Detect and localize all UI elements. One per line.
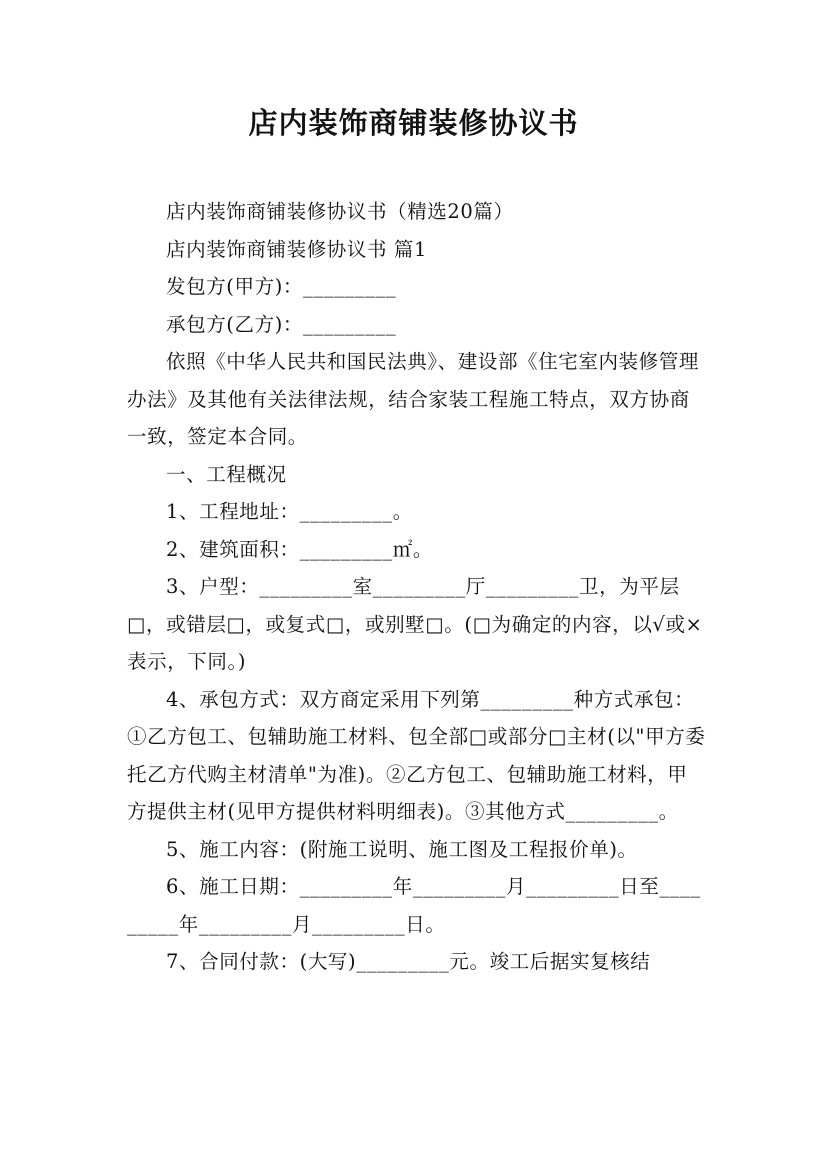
paragraph-party-a: 发包方(甲方)：_________	[166, 275, 397, 298]
paragraph-subtitle: 店内装饰商铺装修协议书（精选20篇）	[166, 200, 514, 223]
paragraph-construction-date: 6、施工日期：_________年_________月_________日至_________年_________月_________日。	[127, 875, 701, 936]
paragraph-building-area: 2、建筑面积：_________㎡。	[166, 537, 433, 561]
paragraph-project-overview-heading: 一、工程概况	[166, 462, 287, 486]
paragraph-contract-method: 4、承包方式：双方商定采用下列第_________种方式承包：①乙方包工、包辅助施工材料、包全部□或部分□主材(以"甲方委托乙方代购主材清单"为准)。②乙方包工、包辅助施工材料，甲方提供主材(见甲方提供材料明细表)。③其他方式_________。	[127, 687, 706, 823]
paragraph-construction-content: 5、施工内容：(附施工说明、施工图及工程报价单)。	[166, 837, 638, 861]
document-body	[127, 193, 707, 981]
paragraph-contract-payment: 7、合同付款：(大写)_________元。竣工后据实复核结	[166, 950, 651, 973]
paragraph-house-type: 3、户型：_________室_________厅_________卫，为平层□，或错层□，或复式□，或别墅□。(□为确定的内容，以√或×表示，下同。)	[127, 575, 703, 673]
paragraph-preamble: 依照《中华人民共和国民法典》、建设部《住宅室内装修管理办法》及其他有关法律法规，结合家装工程施工特点，双方协商一致，签定本合同。	[127, 350, 699, 448]
paragraph-party-b: 承包方(乙方)：_________	[166, 312, 397, 336]
paragraph-project-address: 1、工程地址：_________。	[166, 500, 413, 523]
document-title: 店内装饰商铺装修协议书	[248, 106, 579, 140]
paragraph-section-heading: 店内装饰商铺装修协议书 篇1	[166, 237, 428, 261]
